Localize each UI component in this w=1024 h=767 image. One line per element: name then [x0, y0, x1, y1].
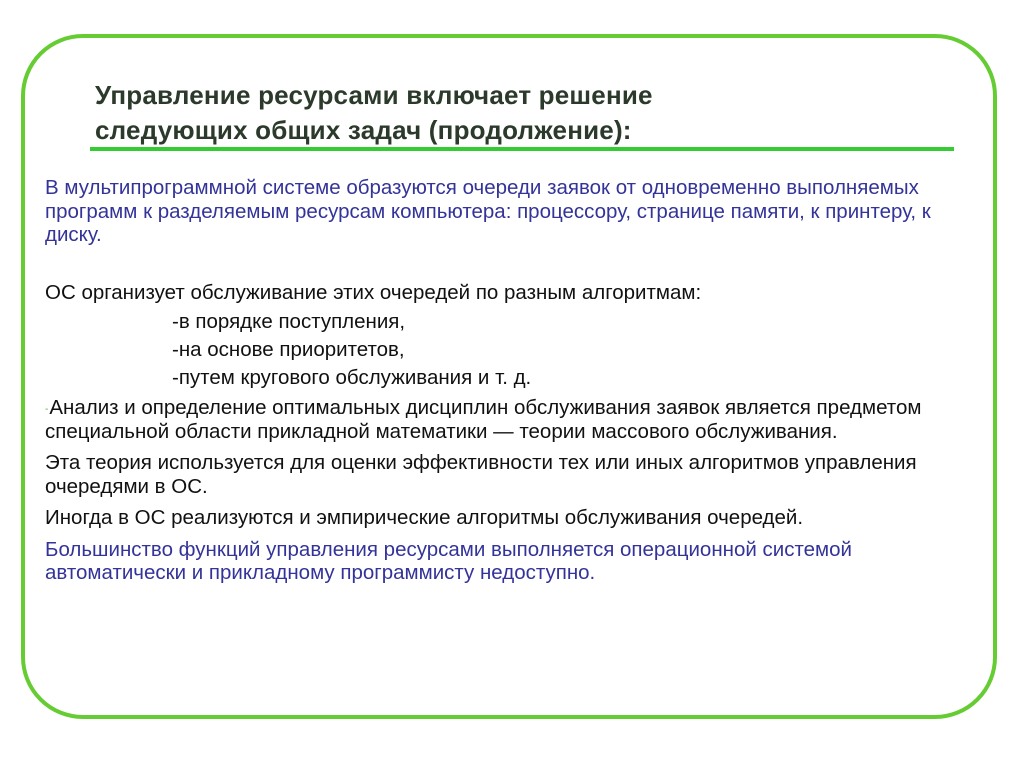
paragraph-theory-usage: Эта теория используется для оценки эффективности тех или иных алгоритмов управления очередями в ОС. — [45, 451, 917, 498]
slide-title — [95, 78, 955, 148]
paragraph-queueing-theory-text: Анализ и определение оптимальных дисциплин обслуживания заявок является предметом специальной области прикладной математики — теории массового обслуживания. — [45, 396, 922, 443]
algorithm-item-2: -на основе приоритетов, — [172, 338, 405, 361]
paragraph-os-algorithms: ОС организует обслуживание этих очередей по разным алгоритмам: — [45, 280, 702, 304]
title-divider — [90, 147, 954, 151]
algorithm-item-3: -путем кругового обслуживания и т. д. — [172, 366, 532, 389]
slide-body — [45, 176, 945, 585]
bullet-marker: - — [45, 404, 49, 415]
slide-title-line-2: следующих общих задач (продолжение): — [95, 115, 632, 145]
paragraph-queueing-theory — [45, 396, 945, 443]
algorithm-item-1: -в порядке поступления, — [172, 310, 406, 333]
paragraph-empirical-algorithms: Иногда в ОС реализуются и эмпирические алгоритмы обслуживания очередей. — [45, 506, 804, 529]
slide-title-line-1: Управление ресурсами включает решение — [95, 80, 653, 110]
paragraph-automatic-management: Большинство функций управления ресурсами выполняется операционной системой автоматически и прикладному программисту недоступно. — [45, 537, 852, 584]
paragraph-queues: В мультипрограммной системе образуются очереди заявок от одновременно выполняемых программ к разделяемым ресурсам компьютера: процессору, странице памяти, к принтеру, к диску. — [45, 176, 931, 246]
